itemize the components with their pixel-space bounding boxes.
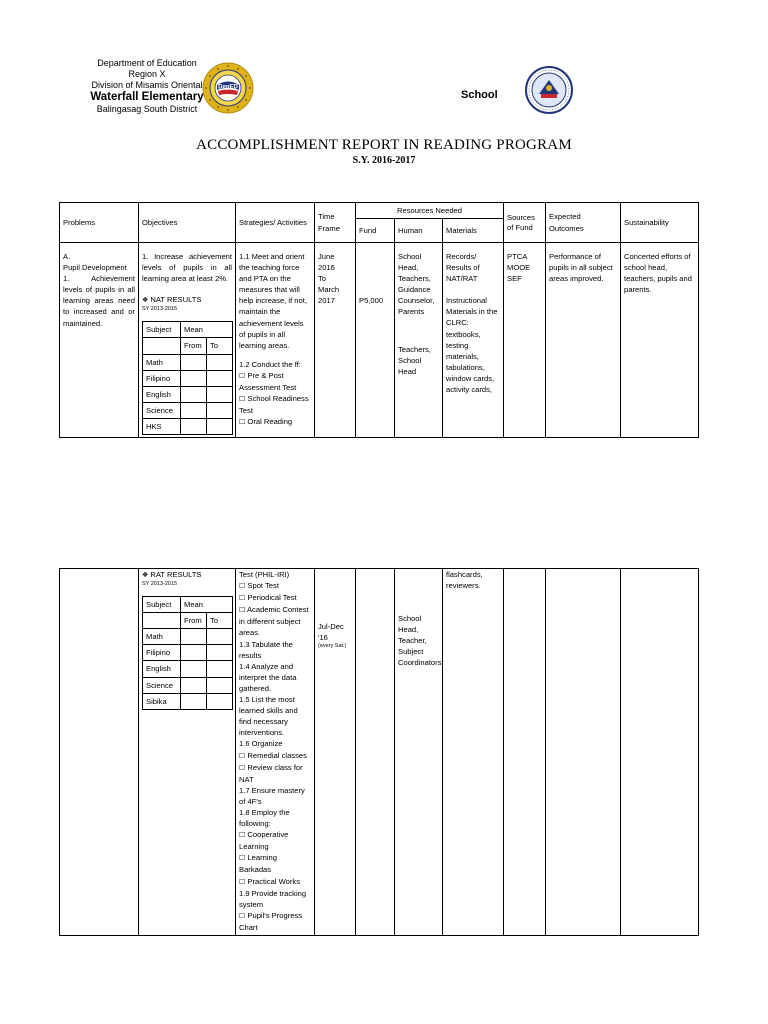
diamond-bullet-icon: ❖ — [142, 571, 149, 579]
strategy-item: ☐ Practical Works — [239, 876, 301, 886]
nat-subject: Math — [143, 354, 181, 370]
nat-subject: English — [143, 386, 181, 402]
strategy-item: 1.3 Tabulate the results — [239, 639, 293, 660]
header-objectives: Objectives — [139, 203, 236, 243]
time-frame-line: March — [318, 285, 340, 295]
rat-subject: Math — [143, 629, 181, 645]
checkbox-icon: ☐ — [239, 911, 246, 920]
problem-category: Pupil Development — [63, 263, 127, 273]
strategy-item: Test (PHIL-IRI) — [239, 570, 290, 579]
nat-results-title: NAT RESULTS — [150, 295, 202, 305]
objective-text: 1. Increase achievement levels of pupils in all learning area at least 2%. — [142, 252, 232, 284]
strategy-item: 1.8 Employ the following: — [239, 807, 290, 829]
mini-header-to: To — [207, 338, 233, 354]
human-cell — [395, 569, 443, 936]
source-item: PTCA — [507, 252, 528, 261]
outcomes-cell — [546, 243, 621, 438]
list-item — [143, 629, 233, 645]
source-item: SEF — [507, 274, 522, 284]
strategy-item: ☐ Pre & Post Assessment Test — [239, 370, 297, 393]
objectives-cell — [139, 569, 236, 936]
school-name: Waterfall Elementary — [90, 91, 204, 103]
problem-text: 1. Achievement levels of pupils in all learning areas need to increased and or maintained. — [63, 274, 135, 328]
time-frame-cell — [315, 243, 356, 438]
materials-cell — [443, 569, 504, 936]
time-frame-note: (every Sat.) — [318, 643, 347, 650]
rat-results-table — [142, 596, 233, 710]
strategy-item: 1.5 List the most learned skills and find necessary interventions. — [239, 695, 298, 738]
header-resources-needed: Resources Needed — [356, 203, 504, 219]
nat-subject: Science — [143, 402, 181, 418]
checkbox-icon: ☐ — [239, 763, 246, 772]
nat-subject: HKS — [143, 418, 181, 434]
sustainability-text: Concerted efforts of school head, teachers, pupils and parents. — [624, 252, 692, 295]
deped-seal-logo — [202, 62, 254, 114]
sustainability-cell — [621, 569, 699, 936]
department-of-education-seal — [525, 66, 573, 114]
district-line: Balingasag South District — [96, 104, 198, 114]
fund-cell — [356, 243, 395, 438]
strategy-item: ☐ Pupil's Progress Chart — [239, 910, 303, 932]
header-strategies: Strategies/ Activities — [236, 203, 315, 243]
strategy-item: ☐ Review class for NAT — [239, 762, 303, 784]
nat-subject: Filipino — [143, 370, 181, 386]
report-table — [59, 202, 699, 438]
diamond-bullet-icon: ❖ — [142, 296, 149, 305]
header-fund: Fund — [356, 219, 395, 243]
checkbox-icon: ☐ — [239, 854, 246, 863]
materials-cell — [443, 243, 504, 438]
rat-results-heading — [142, 569, 232, 581]
strategies-cell — [236, 569, 315, 936]
strategy-item: 1.9 Provide tracking system — [239, 888, 307, 909]
time-frame-line: 2016 — [318, 263, 335, 273]
strategy-item: ☐ Oral Reading — [239, 417, 293, 427]
nat-results-sy: SY 2013-2015 — [142, 306, 178, 313]
fund-cell — [356, 569, 395, 936]
time-frame-line: To — [318, 274, 327, 284]
list-item — [143, 693, 233, 709]
human-resources: School Head, Teacher, Subject Coordinators — [398, 614, 442, 668]
mini-header-subject: Subject — [143, 597, 181, 613]
strategy-item: 1.7 Ensure mastery of 4F's — [239, 785, 305, 806]
checkbox-icon: ☐ — [239, 831, 246, 840]
mini-header-mean: Mean — [181, 597, 233, 613]
checkbox-icon: ☐ — [239, 371, 246, 380]
problems-cell — [60, 569, 139, 936]
strategy-item: ☐ Periodical Test — [239, 593, 297, 603]
strategy-item: ☐ Spot Test — [239, 581, 279, 591]
time-frame-line: June — [318, 252, 335, 261]
human-resources: School Head, Teachers, Guidance Counselor, Parents — [398, 252, 435, 317]
rat-results-title: RAT RESULTS — [150, 570, 202, 579]
rat-subject: Sibika — [143, 693, 181, 709]
list-item — [143, 354, 233, 370]
checkbox-icon: ☐ — [239, 395, 246, 404]
sustainability-cell — [621, 243, 699, 438]
rat-subject: Science — [143, 677, 181, 693]
time-frame-line: 2017 — [318, 296, 335, 306]
time-frame-cell — [315, 569, 356, 936]
nat-results-table — [142, 321, 233, 435]
strategy-item: ☐ Cooperative Learning — [239, 830, 289, 852]
strategy-item: ☐ School Readiness Test — [239, 394, 309, 416]
sources-cell — [504, 243, 546, 438]
header-time-frame: Time Frame — [315, 203, 356, 243]
checkbox-icon: ☐ — [239, 751, 246, 760]
strategy-item: 1.4 Analyze and interpret the data gathered. — [239, 661, 297, 693]
fund-amount: P5,000 — [359, 296, 384, 305]
expected-outcome: Performance of pupils in all subject areas improved. — [549, 252, 613, 284]
list-item — [143, 402, 233, 418]
objectives-cell — [139, 243, 236, 438]
problem-letter: A. — [63, 252, 71, 261]
strategies-cell — [236, 243, 315, 438]
rat-subject: English — [143, 661, 181, 677]
list-item — [143, 677, 233, 693]
checkbox-icon: ☐ — [239, 877, 246, 886]
header-sources-of-fund: Sources of Fund — [504, 203, 546, 243]
problems-cell — [60, 243, 139, 438]
mini-header-from: From — [181, 338, 207, 354]
mini-header-subject: Subject — [143, 322, 181, 338]
list-item — [143, 418, 233, 434]
list-item — [143, 661, 233, 677]
human-cell — [395, 243, 443, 438]
table-row — [60, 243, 699, 438]
division-line: Division of Misamis Oriental — [91, 80, 203, 90]
header-problems: Problems — [60, 203, 139, 243]
time-frame-text: Jul-Dec '16 — [318, 622, 344, 643]
checkbox-icon: ☐ — [239, 606, 246, 615]
department-line: Department of Education — [97, 58, 197, 68]
strategy-item: ☐ Academic Contest in different subject areas. — [239, 605, 309, 638]
source-item: MOOE — [507, 263, 531, 273]
nat-results-heading — [142, 294, 232, 306]
header-materials: Materials — [443, 219, 504, 243]
strategy-item: 1.6 Organize — [239, 739, 283, 749]
list-item — [143, 386, 233, 402]
checkbox-icon: ☐ — [239, 594, 246, 603]
header-human: Human — [395, 219, 443, 243]
mini-header-from: From — [181, 613, 207, 629]
table-row — [60, 569, 699, 936]
school-year: S.Y. 2016-2017 — [352, 155, 416, 166]
rat-subject: Filipino — [143, 645, 181, 661]
sources-cell — [504, 569, 546, 936]
strategy-item: ☐ Learning Barkadas — [239, 853, 277, 875]
strategy-item: 1.2 Conduct the ff: — [239, 359, 301, 369]
materials-item: Instructional Materials in the CLRC: textbooks, testing materials, tabulations, window cards, activity cards, — [446, 296, 498, 395]
deped-logo-text: DepED — [218, 84, 238, 91]
checkbox-icon: ☐ — [239, 582, 246, 591]
human-resources: Teachers, School Head — [398, 344, 431, 376]
header-sustainability: Sustainability — [621, 203, 699, 243]
strategy-item: ☐ Remedial classes — [239, 750, 307, 760]
strategy-item: 1.1 Meet and orient the teaching force and PTA on the measures that will help increase, if not, maintain the achievement levels of pupils in all learning areas. — [239, 252, 307, 350]
list-item — [143, 370, 233, 386]
report-title: ACCOMPLISHMENT REPORT IN READING PROGRAM — [196, 137, 572, 153]
outcomes-cell — [546, 569, 621, 936]
region-line: Region X — [128, 69, 166, 79]
header-expected-outcomes: Expected Outcomes — [546, 203, 621, 243]
school-label: School — [461, 89, 498, 101]
materials-item: flashcards, reviewers. — [446, 570, 483, 591]
mini-header-to: To — [207, 613, 233, 629]
checkbox-icon: ☐ — [239, 418, 246, 427]
materials-item: Records/ Results of NAT/RAT — [446, 252, 480, 284]
mini-header-mean: Mean — [181, 322, 233, 338]
report-table-continued — [59, 568, 699, 936]
list-item — [143, 645, 233, 661]
rat-results-sy: SY 2013-2015 — [142, 581, 178, 588]
